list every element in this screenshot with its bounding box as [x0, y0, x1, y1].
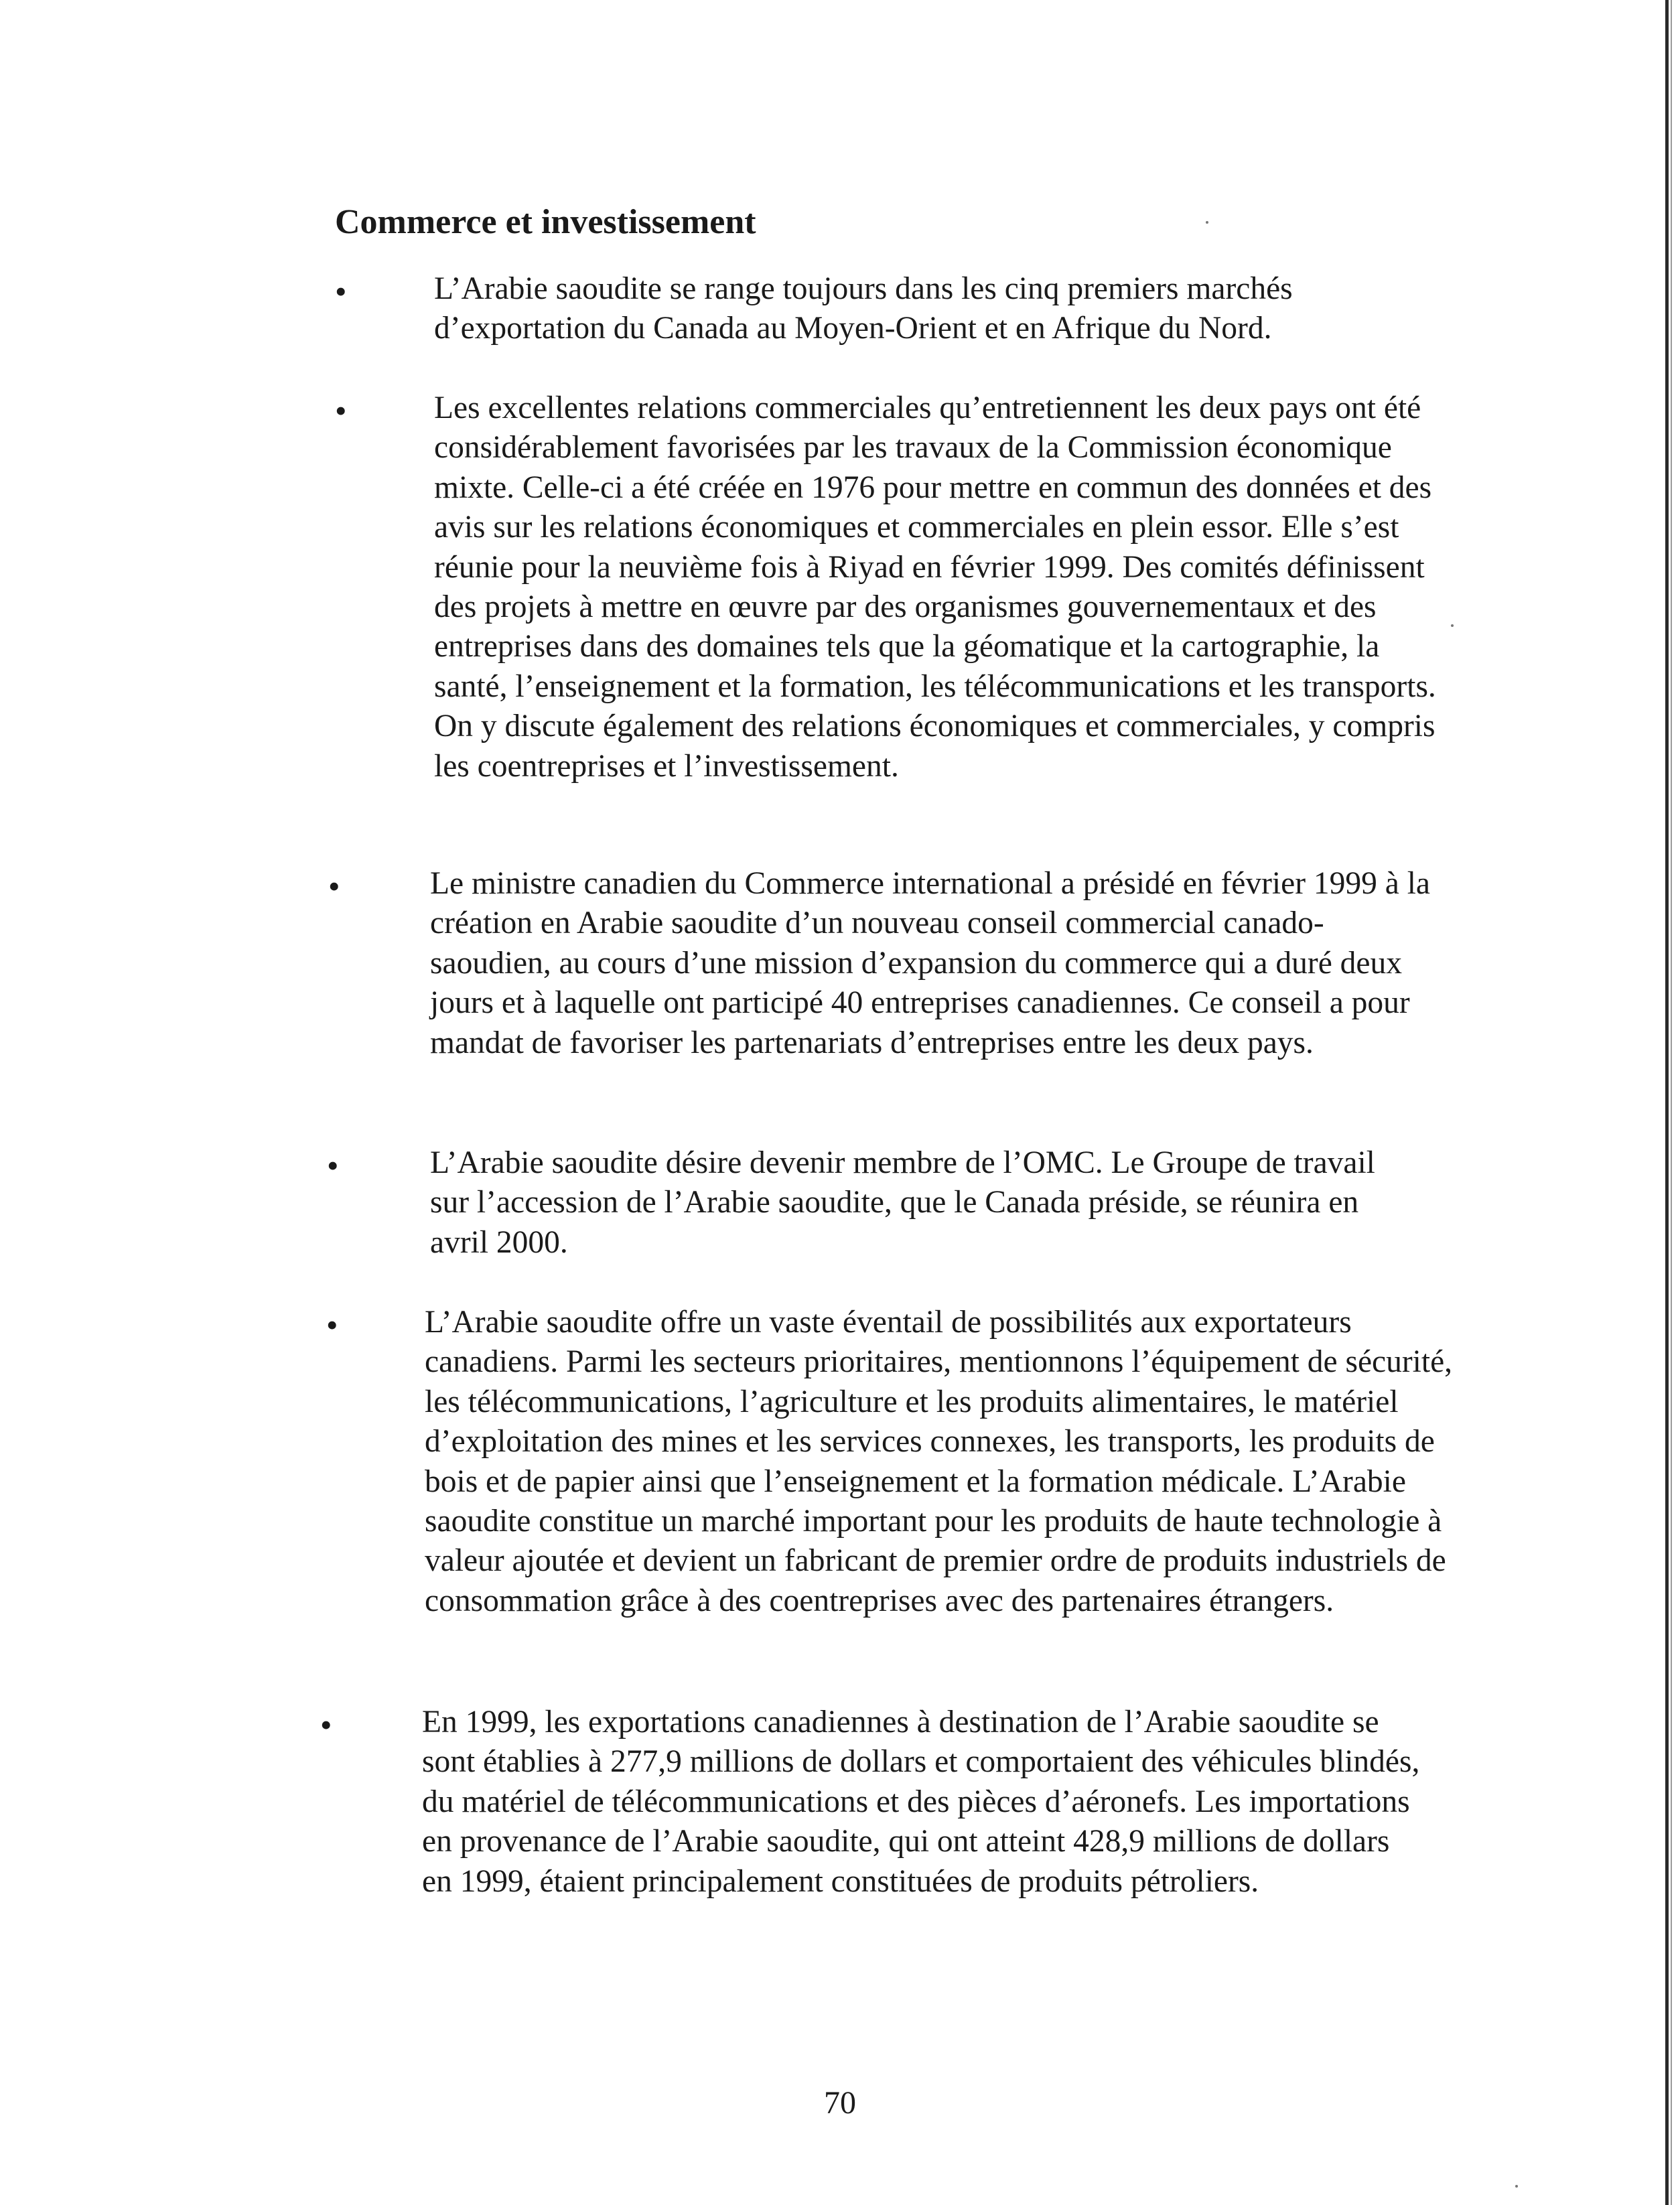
scan-speck: [1451, 624, 1454, 627]
bullet-paragraph: En 1999, les exportations canadiennes à destination de l’Arabie saoudite se sont établies à 277,9 millions de dollars et comportaient des véhicules blindés, du matériel de télécommunications et des pièces d’aéronefs. Les importations en provenance de l’Arabie saoudite, qui ont atteint 428,9 millions de dollars en 1999, étaient principalement constituées de produits pétroliers.: [422, 1705, 1420, 1899]
scan-speck: [1515, 2185, 1518, 2188]
bullet-paragraph: L’Arabie saoudite désire devenir membre de l’OMC. Le Groupe de travail sur l’accession de l’Arabie saoudite, que le Canada préside, se réunira en avril 2000.: [430, 1145, 1375, 1260]
scan-speck: [1206, 221, 1208, 224]
page-edge-line: [1671, 0, 1672, 2205]
bullet-marker: •: [335, 392, 347, 429]
bullet-marker: •: [320, 1706, 332, 1744]
bullet-marker: •: [327, 1147, 339, 1184]
bullet-paragraph: L’Arabie saoudite se range toujours dans les cinq premiers marchés d’exportation du Canada au Moyen-Orient et en Afrique du Nord.: [434, 271, 1293, 346]
bullet-marker: •: [328, 867, 340, 905]
bullet-paragraph: Le ministre canadien du Commerce international a présidé en février 1999 à la création en Arabie saoudite d’un nouveau conseil commercial canado-saoudien, au cours d’une mission d’expansion du commerce qui a duré deux jours et à laquelle ont participé 40 entreprises canadiennes. Ce conseil a pour mandat de favoriser les partenariats d’entreprises entre les deux pays.: [430, 866, 1431, 1060]
page-edge-shadow: [1665, 0, 1669, 2205]
bullet-marker: •: [335, 273, 347, 310]
page-number: 70: [824, 2085, 856, 2121]
bullet-paragraph: Les excellentes relations commerciales qu’entretiennent les deux pays ont été considérablement favorisées par les travaux de la Commission économique mixte. Celle-ci a été créée en 1976 pour mettre en commun des données et des avis sur les relations économiques et commerciales en plein essor. Elle s’est réunie pour la neuvième fois à Riyad en février 1999. Des comités définissent des projets à mettre en œuvre par des organismes gouvernementaux et des entreprises dans des domaines tels que la géomatique et la cartographie, la santé, l’enseignement et la formation, les télécommunications et les transports. On y discute également des relations économiques et commerciales, y compris les coentreprises et l’investissement.: [434, 390, 1436, 784]
bullet-marker: •: [326, 1306, 338, 1344]
section-heading: Commerce et investissement: [335, 203, 756, 241]
bullet-paragraph: L’Arabie saoudite offre un vaste éventail de possibilités aux exportateurs canadiens. Parmi les secteurs prioritaires, mentionnons l’équipement de sécurité, les télécommunications, l’agriculture et les produits alimentaires, le matériel d’exploitation des mines et les services connexes, les transports, les produits de bois et de papier ainsi que l’enseignement et la formation médicale. L’Arabie saoudite constitue un marché important pour les produits de haute technologie à valeur ajoutée et devient un fabricant de premier ordre de produits industriels de consommation grâce à des coentreprises avec des partenaires étrangers.: [425, 1305, 1453, 1618]
